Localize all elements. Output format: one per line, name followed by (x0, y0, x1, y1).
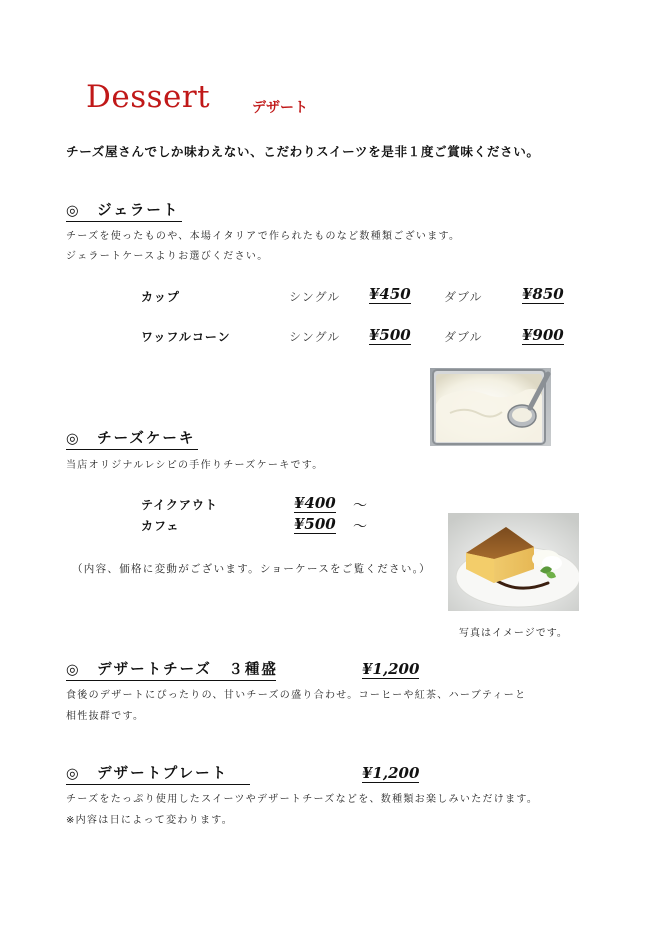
intro-text: チーズ屋さんでしか味わえない、こだわりスイーツを是非１度ご賞味ください。 (66, 144, 540, 159)
dessert-plate-desc-line2: ※内容は日によって変わります。 (66, 815, 234, 826)
gelato-desc-line2: ジェラートケースよりお選びください。 (66, 251, 269, 262)
cheesecake-takeout-suffix: 〜 (353, 498, 367, 514)
gelato-cup-single-label: シングル (289, 290, 341, 304)
page-title: Dessert (86, 79, 211, 115)
gelato-item-waffle-cone: ワッフルコーン (141, 330, 231, 344)
cheesecake-heading: ◎ チーズケーキ (66, 431, 198, 450)
dessert-plate-heading: ◎ デザートプレート (66, 766, 250, 785)
cheesecake-takeout-label: テイクアウト (141, 498, 218, 512)
cheesecake-takeout-price: ¥400 (294, 494, 336, 512)
cheesecake-cafe-price: ¥500 (294, 515, 336, 533)
gelato-cup-single-price: ¥450 (369, 285, 411, 303)
gelato-item-cup: カップ (141, 290, 180, 304)
gelato-cone-single-price: ¥500 (369, 326, 411, 344)
gelato-cup-double-label: ダブル (444, 290, 483, 304)
dessert-plate-desc-line1: チーズをたっぷり使用したスイーツやデザートチーズなどを、数種類お楽しみいただけます。 (66, 794, 539, 805)
cheesecake-note: （内容、価格に変動がございます。ショーケースをご覧ください。） (72, 563, 431, 575)
cheese-trio-desc-line2: 相性抜群です。 (66, 711, 145, 722)
photo-caption: 写真はイメージです。 (459, 628, 568, 639)
cheesecake-photo (448, 513, 579, 611)
cheesecake-desc: 当店オリジナルレシピの手作りチーズケーキです。 (66, 460, 324, 471)
page-title-japanese: デザート (252, 100, 308, 116)
gelato-cone-double-label: ダブル (444, 330, 483, 344)
cheese-trio-desc-line1: 食後のデザートにぴったりの、甘いチーズの盛り合わせ。コーヒーや紅茶、ハーブティーと (66, 690, 527, 701)
gelato-cup-double-price: ¥850 (522, 285, 564, 303)
gelato-desc-line1: チーズを使ったものや、本場イタリアで作られたものなど数種類ございます。 (66, 231, 461, 242)
cheese-trio-heading: ◎ デザートチーズ ３種盛 (66, 662, 276, 681)
cheesecake-cafe-suffix: 〜 (353, 519, 367, 535)
gelato-photo (430, 368, 551, 446)
cheese-trio-price: ¥1,200 (362, 660, 420, 678)
gelato-cone-single-label: シングル (289, 330, 341, 344)
gelato-heading: ◎ ジェラート (66, 203, 182, 222)
gelato-cone-double-price: ¥900 (522, 326, 564, 344)
cheesecake-cafe-label: カフェ (141, 519, 180, 533)
dessert-plate-price: ¥1,200 (362, 764, 420, 782)
